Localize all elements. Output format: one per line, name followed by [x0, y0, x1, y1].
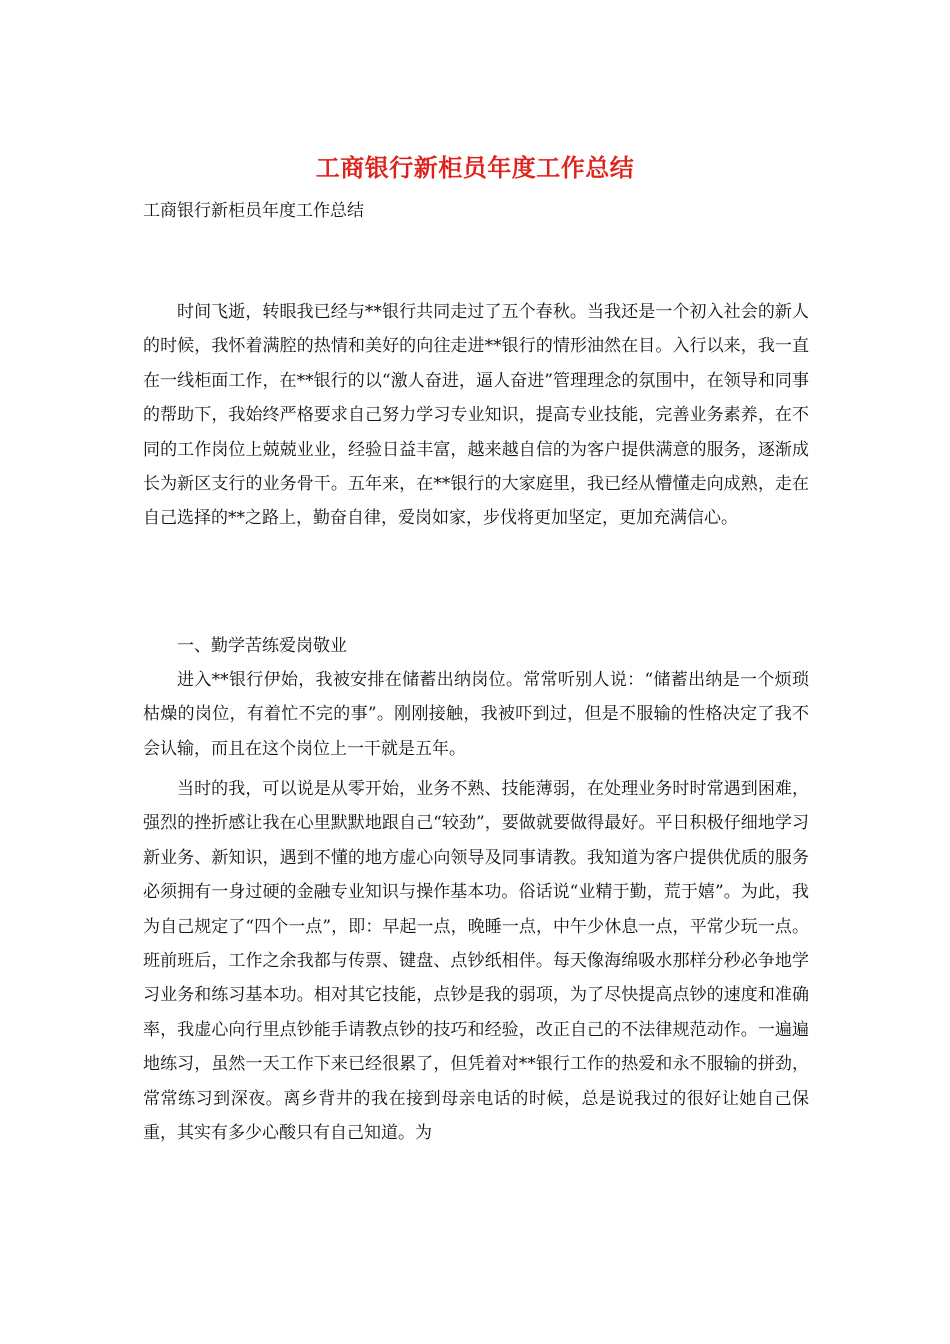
- section-heading: 一、勤学苦练爱岗敬业: [177, 636, 347, 656]
- section-paragraph-2: 当时的我，可以说是从零开始，业务不熟、技能薄弱，在处理业务时时常遇到困难，强烈的挫折感让我在心里默默地跟自己“较劲”，要做就要做得最好。平日积极仔细地学习新业务、新知识，遇到不懂的地方虚心向领导及同事请教。我知道为客户提供优质的服务必须拥有一身过硬的金融专业知识与操作基本功。俗话说“业精于勤，荒于嬉”。为此，我为自己规定了“四个一点”，即：早起一点，晚睡一点，中午少休息一点，平常少玩一点。班前班后，工作之余我都与传票、键盘、点钞纸相伴。每天像海绵吸水那样分秒必争地学习业务和练习基本功。相对其它技能，点钞是我的弱项，为了尽快提高点钞的速度和准确率，我虚心向行里点钞能手请教点钞的技巧和经验，改正自己的不法律规范动作。一遍遍地练习，虽然一天工作下来已经很累了，但凭着对**银行工作的热爱和永不服输的拼劲，常常练习到深夜。离乡背井的我在接到母亲电话的时候，总是说我过的很好让她自己保重，其实有多少心酸只有自己知道。为: [143, 779, 809, 1144]
- document-title: 工商银行新柜员年度工作总结: [315, 153, 635, 182]
- document-subtitle: 工商银行新柜员年度工作总结: [143, 201, 364, 221]
- section-paragraph-1: 进入**银行伊始，我被安排在储蓄出纳岗位。常常听别人说：“储蓄出纳是一个烦琐枯燥的岗位，有着忙不完的事”。刚刚接触，我被吓到过，但是不服输的性格决定了我不会认输，而且在这个岗位上一干就是五年。: [143, 670, 809, 759]
- intro-paragraph: 时间飞逝，转眼我已经与**银行共同走过了五个春秋。当我还是一个初入社会的新人的时候，我怀着满腔的热情和美好的向往走进**银行的情形油然在目。入行以来，我一直在一线柜面工作，在**银行的以“激人奋进，逼人奋进”管理理念的氛围中，在领导和同事的帮助下，我始终严格要求自己努力学习专业知识，提高专业技能，完善业务素养，在不同的工作岗位上兢兢业业，经验日益丰富，越来越自信的为客户提供满意的服务，逐渐成长为新区支行的业务骨干。五年来，在**银行的大家庭里，我已经从懵懂走向成熟，走在自己选择的**之路上，勤奋自律，爱岗如家，步伐将更加坚定，更加充满信心。: [143, 302, 809, 529]
